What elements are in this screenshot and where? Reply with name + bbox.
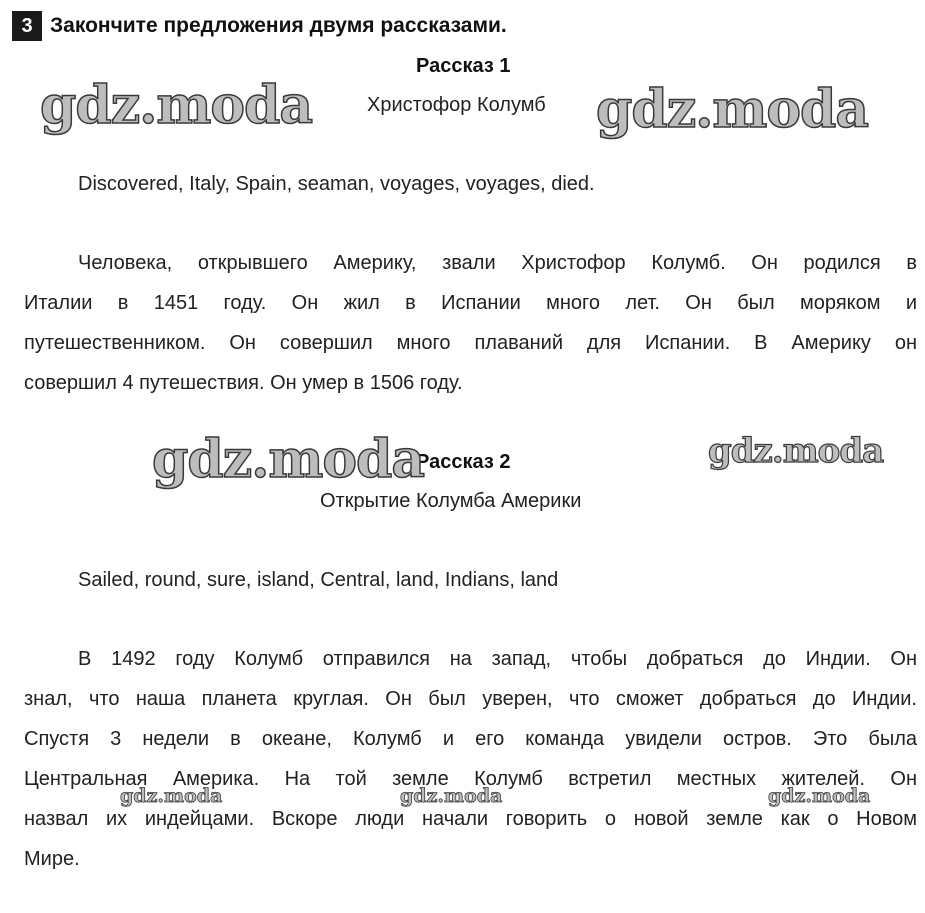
story1-word-list: Discovered, Italy, Spain, seaman, voyages, voyages, died. xyxy=(78,173,595,195)
story2-subtitle: Открытие Колумба Америки xyxy=(320,490,582,512)
watermark: gdz.moda xyxy=(400,785,503,807)
watermark: gdz.moda xyxy=(40,75,313,136)
story2-line: Мире. xyxy=(24,848,80,870)
watermark: gdz.moda xyxy=(768,785,871,807)
story2-line: знал, что наша планета круглая. Он был уверен, что сможет добраться до Индии. xyxy=(24,688,917,710)
task-instruction: Закончите предложения двумя рассказами. xyxy=(50,14,507,37)
watermark: gdz.moda xyxy=(708,431,884,471)
story1-paragraph xyxy=(24,243,917,403)
story1-line: совершил 4 путешествия. Он умер в 1506 году. xyxy=(24,372,463,394)
story2-line: Спустя 3 недели в океане, Колумб и его команда увидели остров. Это была xyxy=(24,728,917,750)
watermark: gdz.moda xyxy=(596,79,869,140)
story2-title: Рассказ 2 xyxy=(416,451,511,473)
watermark: gdz.moda xyxy=(152,429,425,490)
story1-title: Рассказ 1 xyxy=(416,55,511,77)
story1-line: путешественником. Он совершил много плаваний для Испании. В Америку он xyxy=(24,332,917,354)
story2-line: назвал их индейцами. Вскоре люди начали говорить о новой земле как о Новом xyxy=(24,808,917,830)
task-number-badge: 3 xyxy=(12,11,42,41)
story2-line: В 1492 году Колумб отправился на запад, чтобы добраться до Индии. Он xyxy=(78,648,917,670)
story1-line: Италии в 1451 году. Он жил в Испании много лет. Он был моряком и xyxy=(24,292,917,314)
story2-word-list: Sailed, round, sure, island, Central, land, Indians, land xyxy=(78,569,559,591)
story2-paragraph xyxy=(24,639,917,879)
watermark: gdz.moda xyxy=(120,785,223,807)
task-header xyxy=(12,11,507,41)
story2-line: Центральная Америка. На той земле Колумб встретил местных жителей. Он xyxy=(24,768,917,790)
story1-subtitle: Христофор Колумб xyxy=(367,94,546,116)
story1-line: Человека, открывшего Америку, звали Христофор Колумб. Он родился в xyxy=(78,252,917,274)
